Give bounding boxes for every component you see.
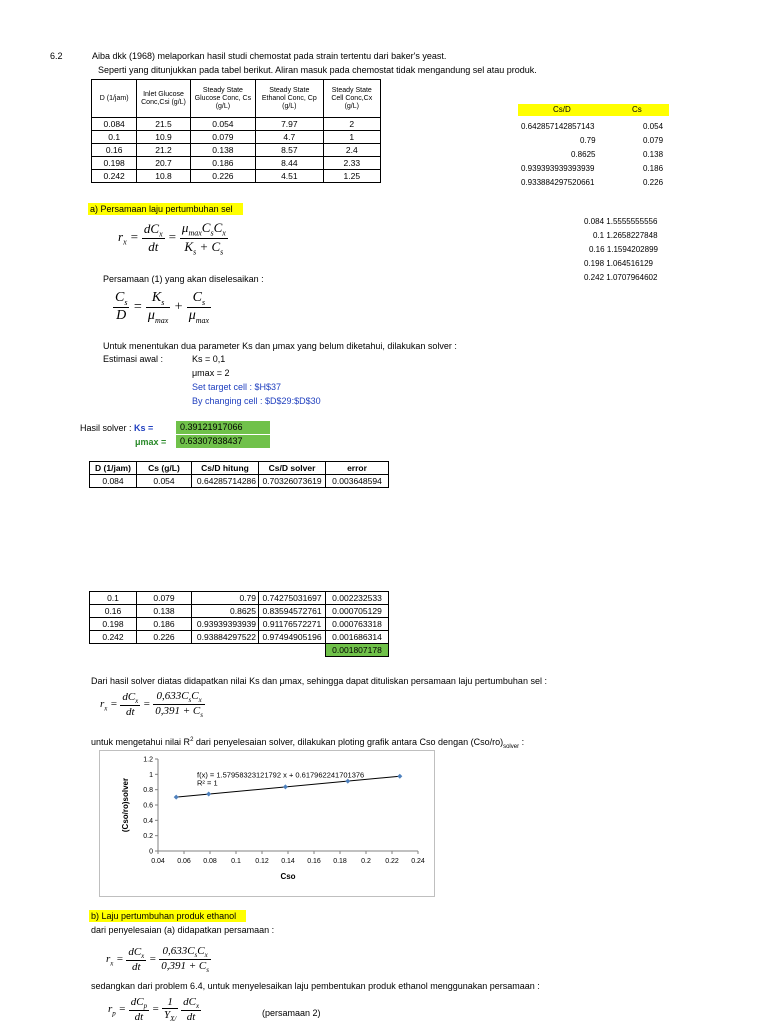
y-tick-label: 0.6: [143, 802, 153, 810]
side-row-cs: 0.054: [643, 122, 664, 131]
col-header: Steady State Cell Conc,Cx (g/L): [323, 80, 380, 118]
section-a-title: a) Persamaan laju pertumbuhan sel: [88, 203, 243, 215]
x-tick-label: 0.24: [411, 858, 425, 865]
x-tick-label: 0.08: [203, 858, 217, 865]
side-row-cs: 0.079: [643, 136, 664, 145]
equation-label: (persamaan 2): [262, 1008, 321, 1018]
equation-2: $\frac{C_s}{D}$ = $\frac{K_s}{\mu_{max}}$ + $\frac{C_s}{\mu_{max}}$: [115, 290, 210, 325]
equation-1: $r_x$ = $\frac{dC_x}{dt}$ = $\frac{\mu_{max}C_sC_x}{K_s + C_s}$: [118, 220, 226, 257]
col-header: Cs (g/L): [137, 462, 192, 475]
side-header-cs: Cs: [632, 105, 642, 114]
umax-result-label: μmax =: [135, 437, 167, 447]
problem-intro-line1: Aiba dkk (1968) melaporkan hasil studi chemostat pada strain tertentu dari baker's yeast.: [92, 51, 447, 61]
side-row-cs: 0.226: [643, 178, 664, 187]
side-table-header: [518, 104, 669, 116]
product-rate-equation: $r_p$ = $\frac{dC_p}{dt}$ = $\frac{1}{Y_{X/}}$ $\frac{dC_x}{dt}$: [108, 996, 200, 1024]
side-row-csd: 0.939393939393939: [521, 164, 595, 173]
problem-intro-line2: Seperti yang ditunjukkan pada tabel berikut. Aliran masuk pada chemostat tidak mengandung sel atau produk.: [98, 65, 537, 75]
scatter-chart: [100, 751, 434, 896]
data-table: [91, 79, 381, 183]
side-row-csd: 0.79: [580, 136, 596, 145]
col-header: Cs/D solver: [259, 462, 326, 475]
data-point: [206, 792, 211, 797]
trendline-r2: R² = 1: [197, 778, 218, 788]
data-point: [174, 795, 179, 800]
x-tick-label: 0.06: [177, 858, 191, 865]
solver-table-continued: [89, 591, 389, 657]
r2-text: untuk mengetahui nilai $R^2$ dari penyelesaian solver, dilakukan ploting grafik antara Cso dengan $(Cso/ro)_{solver}$ :: [91, 737, 525, 750]
rate-equation-b: $r_x$ = $\frac{dC_x}{dt}$ = $\frac{0,633C_sC_x}{0,391 + C_s}$: [106, 945, 209, 975]
col-header: D (1/jam): [92, 80, 137, 118]
table-row: 0.16 21.2 0.138 8.57 2.4: [92, 144, 381, 157]
col-header: Inlet Glucose Conc,Csi (g/L): [137, 80, 190, 118]
side-list-item: 0.16 1.1594202899: [589, 245, 658, 254]
umax-initial: μmax = 2: [192, 368, 230, 378]
hasil-solver-label: Hasil solver : Ks =: [80, 423, 154, 433]
x-tick-label: 0.04: [151, 858, 165, 865]
y-axis-label: (Cso/ro)solver: [121, 777, 130, 833]
trendline-equation: f(x) = 1.57958323121792 x + 0.617962241701376: [197, 770, 365, 780]
side-list-item: 0.242 1.0707964602: [584, 273, 658, 282]
y-tick-label: 1.2: [143, 756, 153, 764]
section-b-line1: dari penyelesaian (a) didapatkan persamaan :: [91, 925, 275, 935]
side-list-item: 0.1 1.2658227848: [593, 231, 658, 240]
table-row: 0.242 10.8 0.226 4.51 1.25: [92, 170, 381, 183]
side-header-csd: Cs/D: [553, 105, 571, 114]
col-header: Steady State Ethanol Conc, Cp (g/L): [256, 80, 323, 118]
solver-table: [89, 461, 389, 488]
solve-text: Persamaan (1) yang akan diselesaikan :: [103, 274, 264, 284]
side-row-cs: 0.186: [643, 164, 664, 173]
y-tick-label: 0.4: [143, 817, 153, 825]
umax-result: 0.63307838437: [176, 435, 270, 448]
x-tick-label: 0.12: [255, 858, 269, 865]
result-text: Dari hasil solver diatas didapatkan nilai Ks dan μmax, sehingga dapat dituliskan persamaan laju pertumbuhan sel :: [91, 676, 547, 686]
x-tick-label: 0.2: [361, 858, 371, 865]
ks-label: Ks =: [134, 423, 154, 433]
x-axis-label: Cso: [280, 872, 296, 881]
table-row: 0.1 10.9 0.079 4.7 1: [92, 131, 381, 144]
side-row-csd: 0.8625: [571, 150, 596, 159]
y-tick-label: 0.2: [143, 833, 153, 841]
col-header: Steady State Glucose Conc, Cs (g/L): [190, 80, 255, 118]
x-tick-label: 0.14: [281, 858, 295, 865]
table-row: 0.198 0.186 0.93939393939 0.91176572271 0.000763318: [90, 618, 389, 631]
solver-intro: Untuk menentukan dua parameter Ks dan μmax yang belum diketahui, dilakukan solver :: [103, 341, 457, 351]
side-list-item: 0.198 1.064516129: [584, 259, 653, 268]
y-tick-label: 0.8: [143, 787, 153, 795]
y-tick-label: 0: [149, 848, 153, 856]
x-tick-label: 0.18: [333, 858, 347, 865]
x-tick-label: 0.16: [307, 858, 321, 865]
chart-frame: [99, 750, 435, 897]
col-header: error: [326, 462, 389, 475]
y-tick-label: 1: [149, 771, 153, 779]
col-header: D (1/jam): [90, 462, 137, 475]
problem-number: 6.2: [50, 51, 63, 61]
x-tick-label: 0.1: [231, 858, 241, 865]
side-row-csd: 0.933884297520661: [521, 178, 595, 187]
target-cell: Set target cell : $H$37: [192, 382, 282, 392]
ks-initial: Ks = 0,1: [192, 354, 226, 364]
error-total: 0.001807178: [326, 644, 389, 657]
side-row-csd: 0.642857142857143: [521, 122, 595, 131]
changing-cell: By changing cell : $D$29:$D$30: [192, 396, 321, 406]
side-row-cs: 0.138: [643, 150, 664, 159]
table-row: 0.242 0.226 0.93884297522 0.97494905196 0.001686314: [90, 631, 389, 644]
data-point: [283, 784, 288, 789]
data-point: [397, 774, 402, 779]
ks-result: 0.39121917066: [176, 421, 270, 434]
table-row: 0.16 0.138 0.8625 0.83594572761 0.000705129: [90, 605, 389, 618]
estimasi-label: Estimasi awal :: [103, 354, 164, 364]
table-row: 0.084 0.054 0.64285714286 0.70326073619 0.003648594: [90, 475, 389, 488]
section-b-line2: sedangkan dari problem 6.4, untuk menyelesaikan laju pembentukan produk ethanol menggunakan persamaan :: [91, 981, 540, 991]
section-b-title: b) Laju pertumbuhan produk ethanol: [89, 910, 246, 922]
table-row: 0.1 0.079 0.79 0.74275031697 0.002232533: [90, 592, 389, 605]
rate-equation: $r_x$ = $\frac{dC_x}{dt}$ = $\frac{0,633C_sC_x}{0,391 + C_s}$: [100, 690, 203, 720]
col-header: Cs/D hitung: [192, 462, 259, 475]
side-list-item: 0.084 1.5555555556: [584, 217, 658, 226]
table-row: 0.084 21.5 0.054 7.97 2: [92, 118, 381, 131]
table-row: 0.198 20.7 0.186 8.44 2.33: [92, 157, 381, 170]
x-tick-label: 0.22: [385, 858, 399, 865]
